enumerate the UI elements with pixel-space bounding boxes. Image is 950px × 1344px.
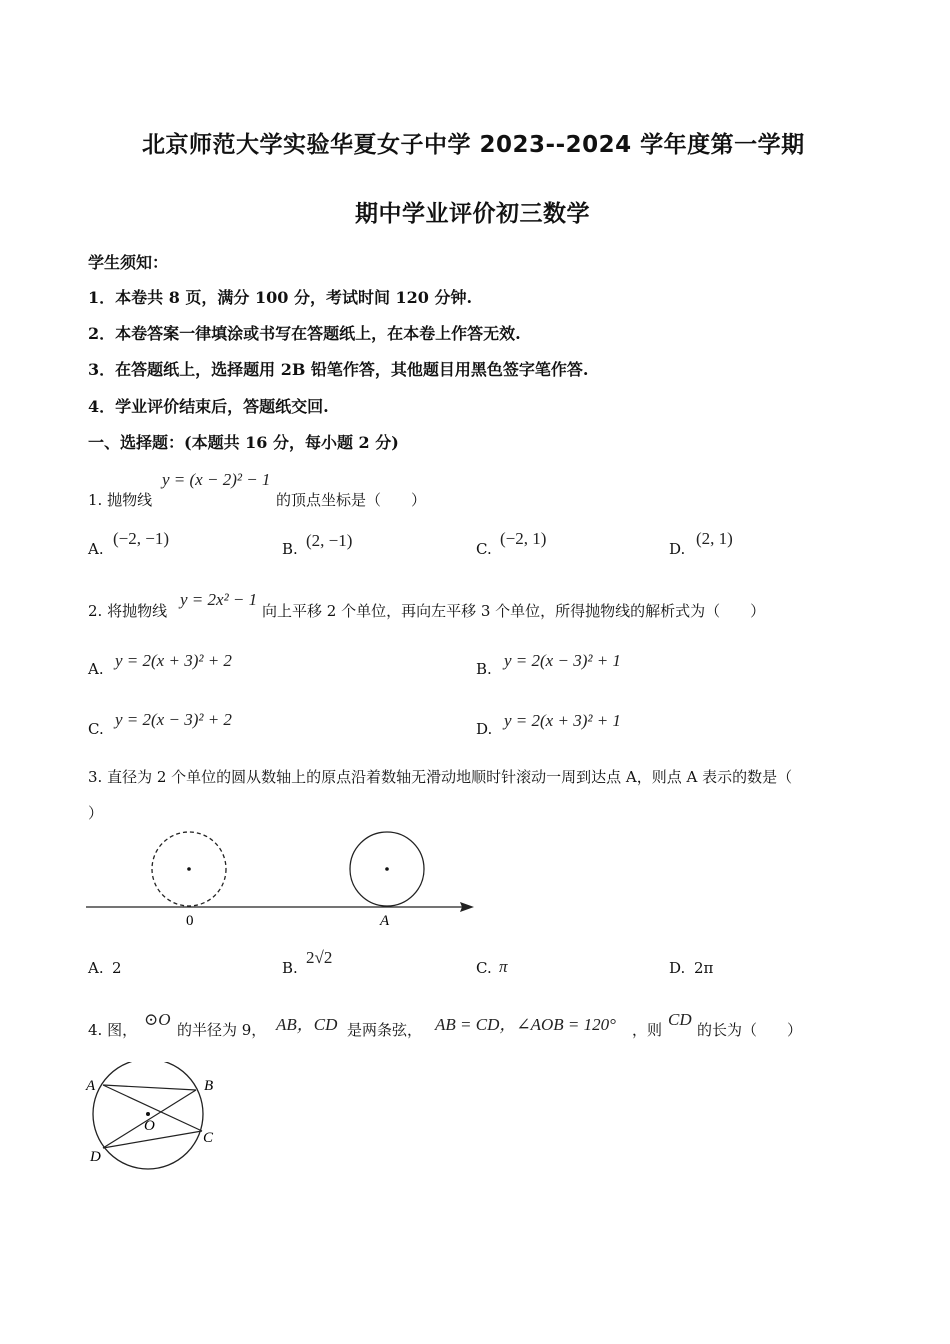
point-a-label: A: [380, 913, 390, 929]
q1-option-b-value: (2, −1): [306, 531, 353, 550]
circle-chords-figure: [80, 1062, 230, 1174]
number-line-figure: [80, 828, 490, 933]
q4-text-then: ，则: [632, 1021, 663, 1039]
q3-option-a-value: 2: [112, 959, 122, 977]
q3-text-end: ）: [88, 804, 104, 822]
page-title-line2: 期中学业评价初三数学: [355, 201, 590, 227]
q3-option-a-label: A.: [88, 959, 104, 977]
q1-option-c-label: C.: [476, 540, 492, 558]
q1-option-d-label: D.: [669, 540, 686, 558]
q2-option-a-value: y = 2(x + 3)² + 2: [115, 651, 232, 670]
axis-arrow: [460, 902, 474, 912]
q2-prefix: 2. 将抛物线: [88, 602, 168, 620]
label-o: O: [144, 1118, 155, 1134]
q1-option-d-value: (2, 1): [696, 529, 733, 548]
q2-option-c-label: C.: [88, 720, 104, 738]
q1-option-c-value: (−2, 1): [500, 529, 547, 548]
q4-prefix: 4. 图，: [88, 1021, 138, 1039]
q1-option-a-label: A.: [88, 540, 104, 558]
q4-arc: CD: [668, 1010, 692, 1029]
page-title-line1: 北京师范大学实验华夏女子中学 2023--2024 学年度第一学期: [142, 132, 805, 158]
origin-label: 0: [186, 913, 194, 929]
q4-chords: AB，CD: [276, 1015, 338, 1034]
q1-suffix: 的顶点坐标是（ ）: [276, 491, 427, 509]
q2-option-c-value: y = 2(x − 3)² + 2: [115, 710, 232, 729]
chord-ab: [103, 1085, 196, 1090]
q1-option-b-label: B.: [282, 540, 298, 558]
q1-prefix: 1. 抛物线: [88, 491, 153, 509]
section-heading: 一、选择题：(本题共 16 分，每小题 2 分): [88, 433, 399, 452]
label-a: A: [86, 1078, 96, 1094]
q3-option-d-value: 2π: [694, 959, 714, 977]
q3-option-c-value: π: [499, 957, 508, 976]
q2-option-d-value: y = 2(x + 3)² + 1: [504, 711, 621, 730]
q1-option-a-value: (−2, −1): [113, 529, 169, 548]
q2-option-b-value: y = 2(x − 3)² + 1: [504, 651, 621, 670]
q1-formula: y = (x − 2)² − 1: [162, 470, 271, 489]
q2-formula: y = 2x² − 1: [180, 590, 258, 609]
notice-item: 3．在答题纸上，选择题用 2B 铅笔作答，其他题目用黑色签字笔作答.: [88, 360, 589, 379]
center-point: [146, 1112, 150, 1116]
notice-item: 1．本卷共 8 页，满分 100 分，考试时间 120 分钟.: [88, 288, 473, 307]
label-d: D: [90, 1149, 101, 1165]
q2-option-d-label: D.: [476, 720, 493, 738]
notice-item: 4．学业评价结束后，答题纸交回.: [88, 397, 329, 416]
dashed-circle-center: [187, 867, 191, 871]
q2-option-a-label: A.: [88, 660, 104, 678]
q3-option-b-value: 2√2: [306, 948, 333, 967]
q4-circle: ⊙O: [144, 1010, 171, 1029]
q4-suffix: 的长为（ ）: [697, 1021, 803, 1039]
q2-suffix: 向上平移 2 个单位，再向左平移 3 个单位，所得抛物线的解析式为（ ）: [262, 602, 766, 620]
q2-option-b-label: B.: [476, 660, 492, 678]
label-c: C: [203, 1130, 214, 1146]
q3-option-b-label: B.: [282, 959, 298, 977]
q3-option-c-label: C.: [476, 959, 492, 977]
label-b: B: [204, 1078, 214, 1094]
notice-heading: 学生须知：: [88, 253, 169, 272]
q3-text: 3. 直径为 2 个单位的圆从数轴上的原点沿着数轴无滑动地顺时针滚动一周到达点 A，则点 A 表示的数是（: [88, 768, 793, 786]
q3-option-d-label: D.: [669, 959, 686, 977]
notice-item: 2．本卷答案一律填涂或书写在答题纸上，在本卷上作答无效.: [88, 324, 521, 343]
q4-text-chords: 是两条弦，: [347, 1021, 423, 1039]
q4-text-radius: 的半径为 9，: [177, 1021, 267, 1039]
q4-condition: AB = CD，∠AOB = 120°: [435, 1015, 616, 1034]
solid-circle-center: [385, 867, 389, 871]
